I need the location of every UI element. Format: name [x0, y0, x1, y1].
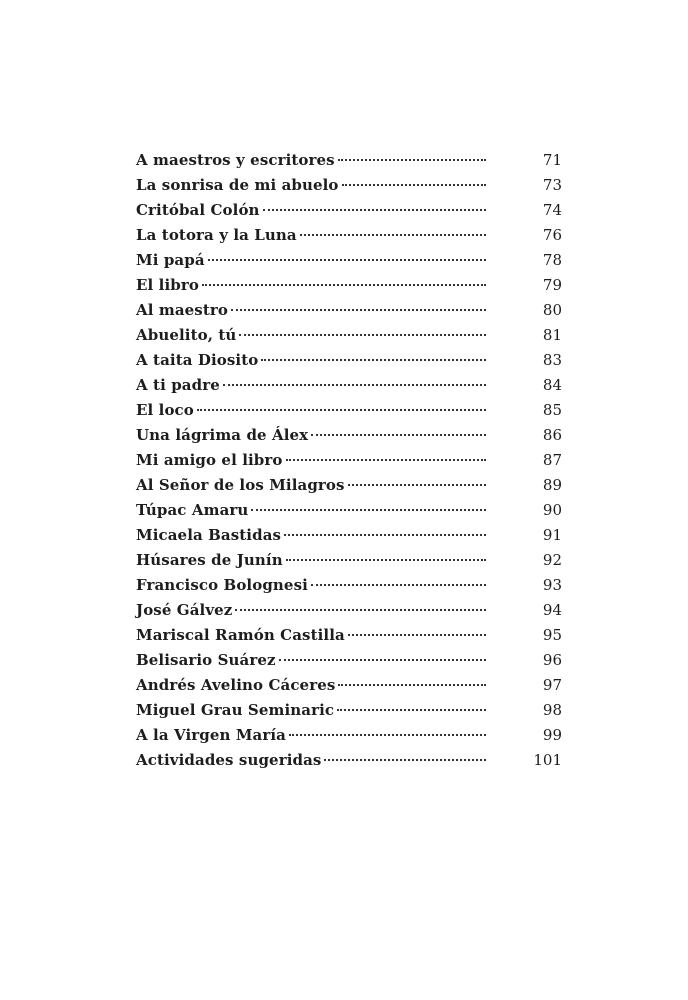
- toc-page-number: 95: [542, 626, 562, 644]
- toc-page-number: 81: [542, 326, 562, 344]
- toc-entry: [136, 249, 562, 271]
- toc-page-number: 97: [542, 676, 562, 694]
- dot-leader: [342, 183, 486, 186]
- toc-title: El libro: [136, 276, 199, 294]
- toc-title: Belisario Suárez: [136, 651, 276, 669]
- toc-title: Critóbal Colón: [136, 201, 260, 219]
- toc-entry: [136, 549, 562, 571]
- toc-entry: [136, 574, 562, 596]
- dot-leader: [289, 733, 486, 736]
- dot-leader: [338, 683, 486, 686]
- toc-entry: [136, 524, 562, 546]
- toc-entry: [136, 474, 562, 496]
- toc-title: Mi amigo el libro: [136, 451, 283, 469]
- toc-title: Al maestro: [136, 301, 228, 319]
- toc-title: A maestros y escritores: [136, 151, 335, 169]
- toc-entry: [136, 199, 562, 221]
- toc-entry: [136, 299, 562, 321]
- dot-leader: [284, 533, 486, 536]
- toc-title: Húsares de Junín: [136, 551, 283, 569]
- toc-title: Andrés Avelino Cáceres: [136, 676, 336, 694]
- toc-page-number: 73: [542, 176, 562, 194]
- toc-title: A la Virgen María: [136, 726, 286, 744]
- toc-title: Miguel Grau Seminaric: [136, 701, 335, 719]
- toc-entry: [136, 424, 562, 446]
- toc-entry: [136, 749, 562, 771]
- dot-leader: [300, 233, 486, 236]
- toc-entry: [136, 324, 562, 346]
- toc-entry: [136, 724, 562, 746]
- toc-page-number: 91: [542, 526, 562, 544]
- toc-title: La sonrisa de mi abuelo: [136, 176, 339, 194]
- toc-entry: [136, 174, 562, 196]
- toc-title: Una lágrima de Álex: [136, 426, 309, 444]
- toc-page-number: 89: [542, 476, 562, 494]
- dot-leader: [208, 258, 486, 261]
- toc-page-number: 84: [542, 376, 562, 394]
- toc-title: Actividades sugeridas: [136, 751, 322, 769]
- dot-leader: [239, 333, 486, 336]
- toc-page-number: 92: [542, 551, 562, 569]
- toc-entry: [136, 499, 562, 521]
- toc-page-number: 99: [542, 726, 562, 744]
- toc-entry: [136, 274, 562, 296]
- toc-page-number: 76: [542, 226, 562, 244]
- dot-leader: [235, 608, 486, 611]
- toc-title: La totora y la Luna: [136, 226, 297, 244]
- toc-title: Mariscal Ramón Castilla: [136, 626, 345, 644]
- dot-leader: [231, 308, 486, 311]
- dot-leader: [311, 433, 486, 436]
- toc-page-number: 83: [542, 351, 562, 369]
- toc-entry: [136, 699, 562, 721]
- toc-entry: [136, 674, 562, 696]
- toc-title: Micaela Bastidas: [136, 526, 282, 544]
- toc-entry: [136, 399, 562, 421]
- toc-entry: [136, 374, 562, 396]
- dot-leader: [251, 508, 486, 511]
- toc-page-number: 94: [542, 601, 562, 619]
- toc-entry: [136, 349, 562, 371]
- dot-leader: [286, 558, 486, 561]
- dot-leader: [223, 383, 486, 386]
- toc-page-number: 86: [542, 426, 562, 444]
- toc-title: José Gálvez: [136, 601, 233, 619]
- toc-entry: [136, 449, 562, 471]
- toc-page-number: 93: [542, 576, 562, 594]
- toc-title: Túpac Amaru: [136, 501, 249, 519]
- toc-page-number: 79: [542, 276, 562, 294]
- toc-title: A taita Diosito: [136, 351, 259, 369]
- dot-leader: [324, 758, 486, 761]
- toc-entry: [136, 624, 562, 646]
- toc-entry: [136, 149, 562, 171]
- toc-title: Abuelito, tú: [136, 326, 237, 344]
- toc-page-number: 71: [542, 151, 562, 169]
- toc-title: El loco: [136, 401, 194, 419]
- toc-title: A ti padre: [136, 376, 220, 394]
- dot-leader: [261, 358, 486, 361]
- dot-leader: [348, 633, 486, 636]
- dot-leader: [286, 458, 486, 461]
- dot-leader: [337, 708, 486, 711]
- toc-entry: [136, 224, 562, 246]
- dot-leader: [197, 408, 486, 411]
- dot-leader: [348, 483, 486, 486]
- dot-leader: [279, 658, 486, 661]
- dot-leader: [202, 283, 486, 286]
- toc-title: Mi papá: [136, 251, 205, 269]
- toc-page-number: 74: [542, 201, 562, 219]
- dot-leader: [263, 208, 486, 211]
- toc-page-number: 78: [542, 251, 562, 269]
- toc-title: Al Señor de los Milagros: [136, 476, 345, 494]
- toc-page-number: 80: [542, 301, 562, 319]
- toc-page-number: 87: [542, 451, 562, 469]
- toc-page-number: 85: [542, 401, 562, 419]
- toc-page-number: 90: [542, 501, 562, 519]
- toc-entry: [136, 649, 562, 671]
- toc-entry: [136, 599, 562, 621]
- dot-leader: [338, 158, 486, 161]
- dot-leader: [311, 583, 486, 586]
- toc-page-number: 98: [542, 701, 562, 719]
- toc-page-number: 101: [533, 751, 562, 769]
- toc-title: Francisco Bolognesi: [136, 576, 308, 594]
- toc-page-number: 96: [542, 651, 562, 669]
